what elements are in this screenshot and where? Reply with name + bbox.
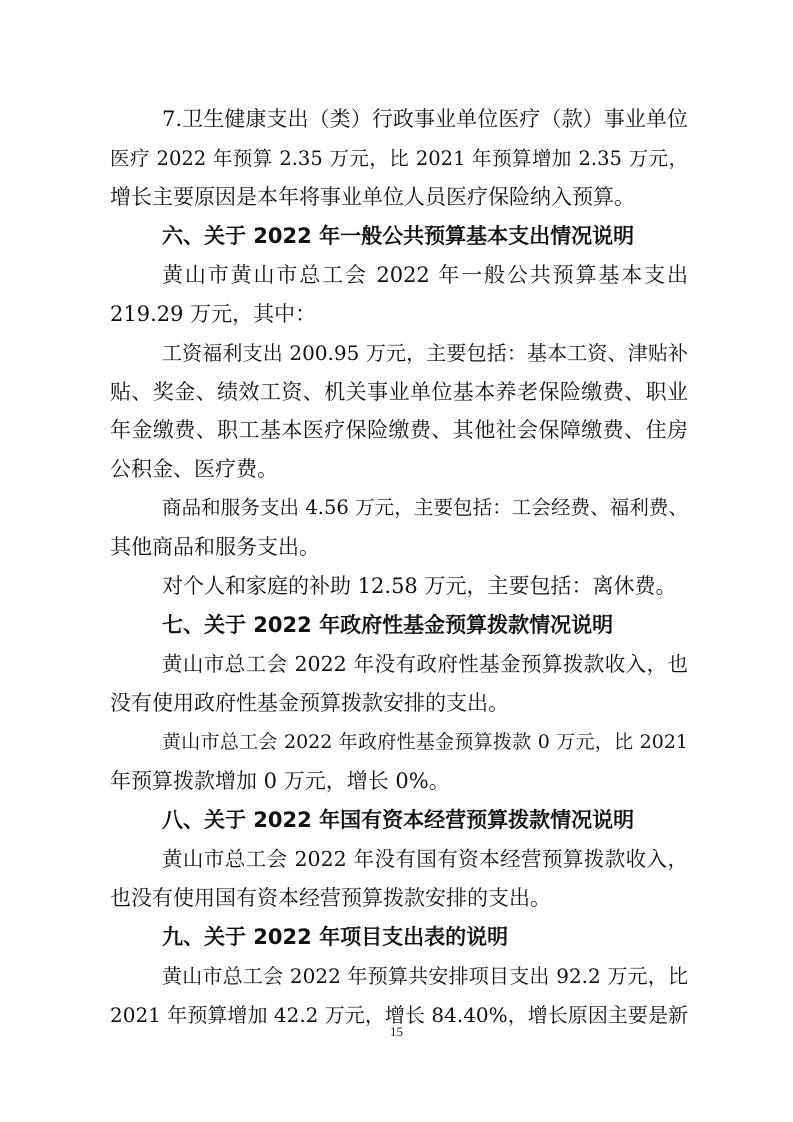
section-heading-7: 七、关于 2022 年政府性基金预算拨款情况说明 [162,613,614,637]
paragraph-line: 219.29 万元，其中： [110,302,317,326]
paragraph-line: 年预算拨款增加 0 万元，增长 0%。 [110,769,450,793]
paragraph-line: 工资福利支出 200.95 万元，主要包括：基本工资、津贴补 [162,341,688,365]
paragraph-line: 其他商品和服务支出。 [110,535,320,559]
paragraph-line: 对个人和家庭的补助 12.58 万元，主要包括：离休费。 [162,574,677,598]
paragraph-line: 黄山市总工会 2022 年政府性基金预算拨款 0 万元，比 2021 [162,731,688,753]
paragraph-line: 黄山市总工会 2022 年没有政府性基金预算拨款收入，也 [162,652,688,676]
paragraph-line: 黄山市黄山市总工会 2022 年一般公共预算基本支出 [162,263,688,287]
paragraph-line: 7.卫生健康支出（类）行政事业单位医疗（款）事业单位 [162,107,688,131]
section-heading-8: 八、关于 2022 年国有资本经营预算拨款情况说明 [162,808,635,832]
paragraph-line: 黄山市总工会 2022 年预算共安排项目支出 92.2 万元，比 [162,964,688,988]
paragraph-line: 贴、奖金、绩效工资、机关事业单位基本养老保险缴费、职业 [110,380,688,404]
paragraph-line: 年金缴费、职工基本医疗保险缴费、其他社会保障缴费、住房 [110,418,688,442]
paragraph-line: 2021 年预算增加 42.2 万元，增长 84.40%，增长原因主要是新 [110,1003,688,1027]
paragraph-line: 增长主要原因是本年将事业单位人员医疗保险纳入预算。 [110,185,635,209]
paragraph-line: 也没有使用国有资本经营预算拨款安排的支出。 [110,886,551,910]
page-number: 15 [390,1024,403,1039]
paragraph-line: 医疗 2022 年预算 2.35 万元，比 2021 年预算增加 2.35 万元， [110,147,688,170]
paragraph-line: 没有使用政府性基金预算拨款安排的支出。 [110,691,509,715]
section-heading-9: 九、关于 2022 年项目支出表的说明 [162,925,509,949]
paragraph-line: 公积金、医疗费。 [110,457,278,481]
paragraph-line: 商品和服务支出 4.56 万元，主要包括：工会经费、福利费、 [162,496,688,519]
section-heading-6: 六、关于 2022 年一般公共预算基本支出情况说明 [162,224,635,248]
paragraph-line: 黄山市总工会 2022 年没有国有资本经营预算拨款收入， [162,847,688,871]
